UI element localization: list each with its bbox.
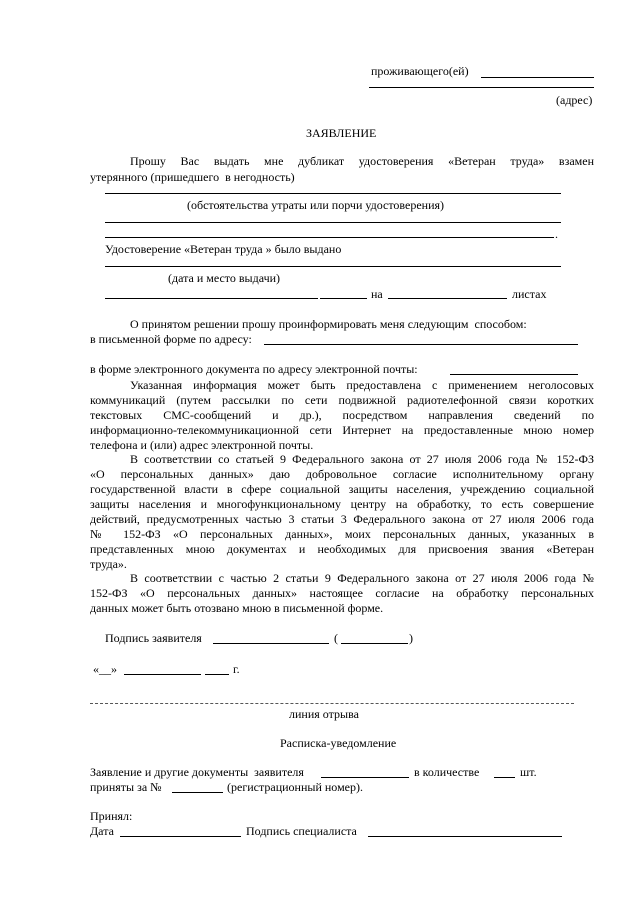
written-address-blank [264,344,578,345]
date-open-quote: «__» [93,662,117,676]
document-title: ЗАЯВЛЕНИЕ [306,126,377,140]
sheets-count-blank [388,298,507,299]
receipt-line-1-b: в количестве [414,765,480,779]
info-line-2: коммуникаций (путем рассылки по сети подвижной радиотелефонной связи коротких [90,393,594,407]
receipt-applicant-blank [321,777,409,778]
specialist-signature-blank [368,836,562,837]
circumstances-label: (обстоятельства утраты или порчи удостоверения) [187,198,445,212]
withdraw-line-3: данных может быть отозвано мною в письменной форме. [90,601,384,615]
specialist-signature-label: Подпись специалиста [246,824,357,838]
info-line-1: Указанная информация может быть предоставлена с применением неголосовых [130,378,594,392]
request-line-2: утерянного (пришедшего в негодность) [90,170,295,184]
address-label: (адрес) [556,93,593,107]
consent-line-6: № 152-ФЗ «О персональных данных», моих персональных данных, указанных в [90,527,594,541]
receipt-date-blank [120,836,241,837]
circumstances-blank-1 [105,193,561,194]
residing-blank [481,77,594,78]
signature-paren-close: ) [409,631,413,645]
consent-line-1: В соответствии со статьей 9 Федерального закона от 27 июля 2006 года № 152-ФЗ [130,452,594,466]
address-blank [369,87,594,88]
applicant-signature-label: Подпись заявителя [105,631,202,645]
request-line-1: Прошу Вас выдать мне дубликат удостоверения «Ветеран труда» взамен [130,154,594,168]
consent-line-5: действий, предусмотренных частью 3 статьи 3 Федерального закона от 27 июля 2006 года [90,512,594,526]
residing-label: проживающего(ей) [371,64,469,78]
date-place-label: (дата и место выдачи) [168,271,281,285]
info-line-3: текстовых СМС-сообщений и др.), посредством направления сведений по [90,408,594,422]
tear-line-label: линия отрыва [289,707,359,721]
accepted-label: Принял: [90,809,133,823]
issued-label: Удостоверение «Ветеран труда » было выдано [105,242,342,256]
notify-line-1: О принятом решении прошу проинформировать меня следующим способом: [130,317,527,331]
receipt-title: Расписка-уведомление [280,736,397,750]
email-blank [450,374,578,375]
receipt-count-blank [494,777,515,778]
withdraw-line-1: В соответствии с частью 2 статьи 9 Федерального закона от 27 июля 2006 года № [130,571,594,585]
sheets-label: листах [512,287,547,301]
info-line-4: информационно-телекоммуникационной сети Интернет на предоставленные мною номер [90,423,594,437]
issued-date-blank-2 [320,298,367,299]
signature-paren-open: ( [334,631,338,645]
date-year-blank [205,674,229,675]
consent-line-8: труда». [90,557,127,571]
receipt-line-1-a: Заявление и другие документы заявителя [90,765,304,779]
receipt-line-2-a: приняты за № [90,780,162,794]
circumstances-blank-3 [105,237,554,238]
receipt-line-2-b: (регистрационный номер). [227,780,363,794]
withdraw-line-2: 152-ФЗ «О персональных данных» настоящее согласие на обработку персональных [90,586,594,600]
receipt-number-blank [172,792,223,793]
consent-line-3: государственной власти в сфере социальной защиты населения, учреждению социальной [90,482,594,496]
signature-name-blank [341,643,408,644]
consent-line-7: представленных мною документах и необходимых для присвоения звания «Ветеран [90,542,594,556]
consent-line-2: «О персональных данных» даю добровольное согласие исполнительному органу [90,467,594,481]
receipt-date-label: Дата [90,824,114,838]
receipt-line-1-c: шт. [520,765,537,779]
written-form-label: в письменной форме по адресу: [90,332,252,346]
circumstances-blank-2 [105,222,561,223]
consent-line-4: защиты населения и многофункциональному центру на обработку, то есть совершение [90,497,594,511]
tear-line [90,703,574,704]
date-month-blank [124,674,201,675]
issued-date-blank [105,298,318,299]
circumstances-period: . [555,227,558,241]
email-form-label: в форме электронного документа по адресу электронной почты: [90,362,418,376]
date-year-suffix: г. [233,662,240,676]
on-label: на [371,287,383,301]
issued-blank [105,266,561,267]
info-line-5: телефона и (или) адрес электронной почты. [90,438,314,452]
applicant-signature-blank [213,643,329,644]
